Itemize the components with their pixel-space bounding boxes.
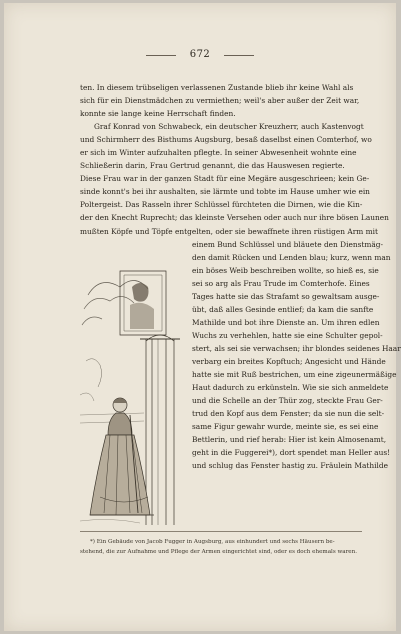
footnote-line: *) Ein Gebäude von Jacob Fugger in Augsburg, aus einhundert und sechs Häusern be- <box>90 539 335 545</box>
text-line: einem Bund Schlüssel und bläuete den Dienstmäg- <box>192 239 383 249</box>
footnote <box>80 537 362 557</box>
text-line: sei so arg als Frau Trude im Comterhofe. Eines <box>192 278 370 288</box>
text-line: den damit Rücken und Lenden blau; kurz, wenn man <box>192 252 391 262</box>
text-line: Diese Frau war in der ganzen Stadt für eine Megäre ausgeschrieen; kein Ge- <box>80 174 370 184</box>
text-line: Graf Konrad von Schwabeck, ein deutscher Kreuzherr, auch Kastenvogt <box>94 122 364 132</box>
text-line: mußten Köpfe und Töpfe entgelten, oder sie bewaffnete ihren rüstigen Arm mit <box>80 226 378 236</box>
footnote-line: stehend, die zur Aufnahme und Pflege der Armen eingerichtet sind, oder es doch ehemals waren. <box>80 549 357 555</box>
text-line: geht in die Fuggerei*), dort spendet man Heller aus! <box>192 448 391 458</box>
text-line: und Schirmherr des Bisthums Augsburg, besaß daselbst einen Comterhof, wo <box>80 135 372 145</box>
text-line: verbarg ein breites Kopftuch; Angesicht und Hände <box>192 356 386 366</box>
text-line: Schließerin darin, Frau Gertrud genannt, die das Hauswesen regierte. <box>80 161 345 171</box>
text-line: trud den Kopf aus dem Fenster; da sie nun die selt- <box>192 409 385 419</box>
page-number-rule-right <box>224 55 254 56</box>
text-line: stert, als sei sie verwachsen; ihr blondes seidenes Haar <box>192 343 401 353</box>
engraving-illustration <box>80 265 186 531</box>
footnote-rule <box>80 531 362 532</box>
text-line: sich für ein Dienstmädchen zu vermiethen; weil's aber außer der Zeit war, <box>80 96 360 106</box>
text-line: same Figur gewahr wurde, meinte sie, es sei eine <box>192 422 379 432</box>
text-line: konnte sie lange keine Herrschaft finden. <box>80 109 236 119</box>
text-line: Wuchs zu verhehlen, hatte sie eine Schulter gepol- <box>192 330 383 340</box>
page-number: 672 <box>189 49 211 60</box>
text-line: er sich im Winter aufzuhalten pflegte. In seiner Abwesenheit wohnte eine <box>80 148 357 158</box>
text-line: Bettlerin, und rief herab: Hier ist kein Almosenamt, <box>192 435 387 445</box>
text-line: ten. In diesem trübseligen verlassenen Zustande blieb ihr keine Wahl als <box>80 83 354 92</box>
text-line: der den Knecht Ruprecht; das kleinste Versehen oder auch nur ihre bösen Launen <box>80 213 389 223</box>
book-page <box>4 3 401 631</box>
text-line: ein böses Weib beschreiben wollte, so hieß es, sie <box>192 265 379 275</box>
text-line: und schlug das Fenster hastig zu. Fräulein Mathilde <box>192 461 388 471</box>
text-line: Haut dadurch zu erkünsteln. Wie sie sich anmeldete <box>192 383 389 393</box>
text-line: Poltergeist. Das Rasseln ihrer Schlüssel fürchteten die Dirnen, wie die Kin- <box>80 200 363 210</box>
text-line: Tages hatte sie das Strafamt so gewaltsam ausge- <box>192 291 380 301</box>
text-line: Mathilde und bot ihre Dienste an. Um ihren edlen <box>192 317 380 327</box>
text-line: sinde konnt's bei ihr aushalten, sie lärmte und tobte im Hause umher wie ein <box>80 187 370 197</box>
text-line: und die Schelle an der Thür zog, steckte Frau Ger- <box>192 396 383 406</box>
text-line: hatte sie mit Ruß bestrichen, um eine zigeunermäßige <box>192 370 397 380</box>
text-line: übt, daß alles Gesinde entlief; da kam die sanfte <box>192 304 374 314</box>
